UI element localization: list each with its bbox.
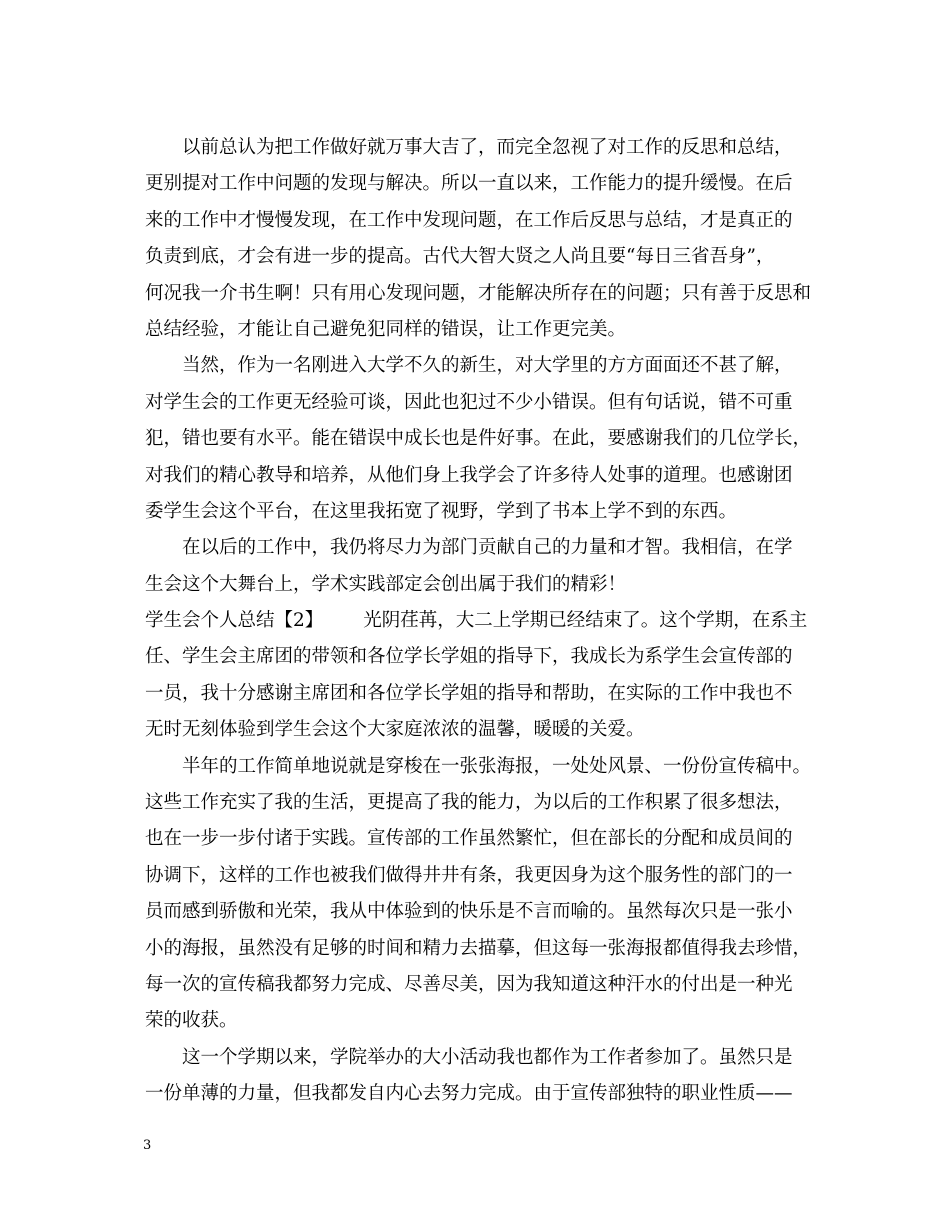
paragraph-4	[145, 639, 813, 748]
text-line: 对学生会的工作更无经验可谈，因此也犯过不少小错误。但有句话说，错不可重	[145, 391, 793, 413]
page-number: 3	[143, 1138, 152, 1153]
text-line: 一份单薄的力量，但我都发自内心去努力完成。由于宣传部独特的职业性质——	[145, 1083, 793, 1105]
text-line: 以前总认为把工作做好就万事大吉了，而完全忽视了对工作的反思和总结，	[182, 137, 793, 158]
text-line: 犯，错也要有水平。能在错误中成长也是件好事。在此，要感谢我们的几位学长，	[145, 428, 812, 450]
text-line: 无时无刻体验到学生会这个大家庭浓浓的温馨，暖暖的关爱。	[145, 719, 645, 741]
text-line: 何况我一介书生啊！只有用心发现问题，才能解决所存在的问题；只有善于反思和	[145, 282, 812, 304]
text-line	[145, 603, 813, 639]
section-heading-line	[145, 603, 813, 639]
paragraph-5	[145, 749, 813, 1040]
text-line: 协调下，这样的工作也被我们做得井井有条，我更因身为这个服务性的部门的一	[145, 864, 793, 886]
text-line: 当然，作为一名刚进入大学不久的新生，对大学里的方方面面还不甚了解，	[182, 355, 793, 377]
text-line: 生会这个大舞台上，学术实践部定会创出属于我们的精彩！	[145, 573, 627, 595]
document-body	[145, 130, 813, 1113]
text-line: 员而感到骄傲和光荣，我从中体验到的快乐是不言而喻的。虽然每次只是一张小	[145, 901, 793, 923]
text-line: 在以后的工作中，我仍将尽力为部门贡献自己的力量和才智。我相信，在学	[182, 537, 793, 559]
section-heading: 学生会个人总结【2】	[145, 610, 324, 632]
text-line: 更别提对工作中问题的发现与解决。所以一直以来，工作能力的提升缓慢。在后	[145, 173, 793, 195]
text-line: 这一个学期以来，学院举办的大小活动我也都作为工作者参加了。虽然只是	[182, 1046, 793, 1068]
text-line: 来的工作中才慢慢发现，在工作中发现问题，在工作后反思与总结，才是真正的	[145, 209, 793, 231]
paragraph-2	[145, 348, 813, 530]
text-line: 总结经验，才能让自己避免犯同样的错误，让工作更完美。	[145, 318, 627, 340]
paragraph-3	[145, 530, 813, 603]
text-line: 每一次的宣传稿我都努力完成、尽善尽美，因为我知道这种汗水的付出是一种光	[145, 973, 793, 995]
text-line: 负责到底，才会有进一步的提高。古代大智大贤之人尚且要“每日三省吾身”，	[145, 246, 775, 268]
text-line: 一员，我十分感谢主席团和各位学长学姐的指导和帮助，在实际的工作中我也不	[145, 682, 793, 704]
text-line: 荣的收获。	[145, 1010, 238, 1032]
text-line: 委学生会这个平台，在这里我拓宽了视野，学到了书本上学不到的东西。	[145, 500, 738, 522]
text-line: 也在一步一步付诸于实践。宣传部的工作虽然繁忙，但在部长的分配和成员间的	[145, 828, 793, 850]
text-line: 任、学生会主席团的带领和各位学长学姐的指导下，我成长为系学生会宣传部的	[145, 646, 793, 668]
paragraph-1	[145, 130, 813, 348]
text-line: 这些工作充实了我的生活，更提高了我的能力，为以后的工作积累了很多想法，	[145, 792, 793, 814]
text-line: 半年的工作简单地说就是穿梭在一张张海报，一处处风景、一份份宣传稿中。	[182, 755, 812, 777]
paragraph-6	[145, 1040, 813, 1113]
text-line: 小的海报，虽然没有足够的时间和精力去描摹，但这每一张海报都值得我去珍惜，	[145, 937, 812, 959]
section-first-line: 光阴荏苒，大二上学期已经结束了。这个学期，在系主	[363, 610, 808, 632]
text-line: 对我们的精心教导和培养，从他们身上我学会了许多待人处事的道理。也感谢团	[145, 464, 793, 486]
